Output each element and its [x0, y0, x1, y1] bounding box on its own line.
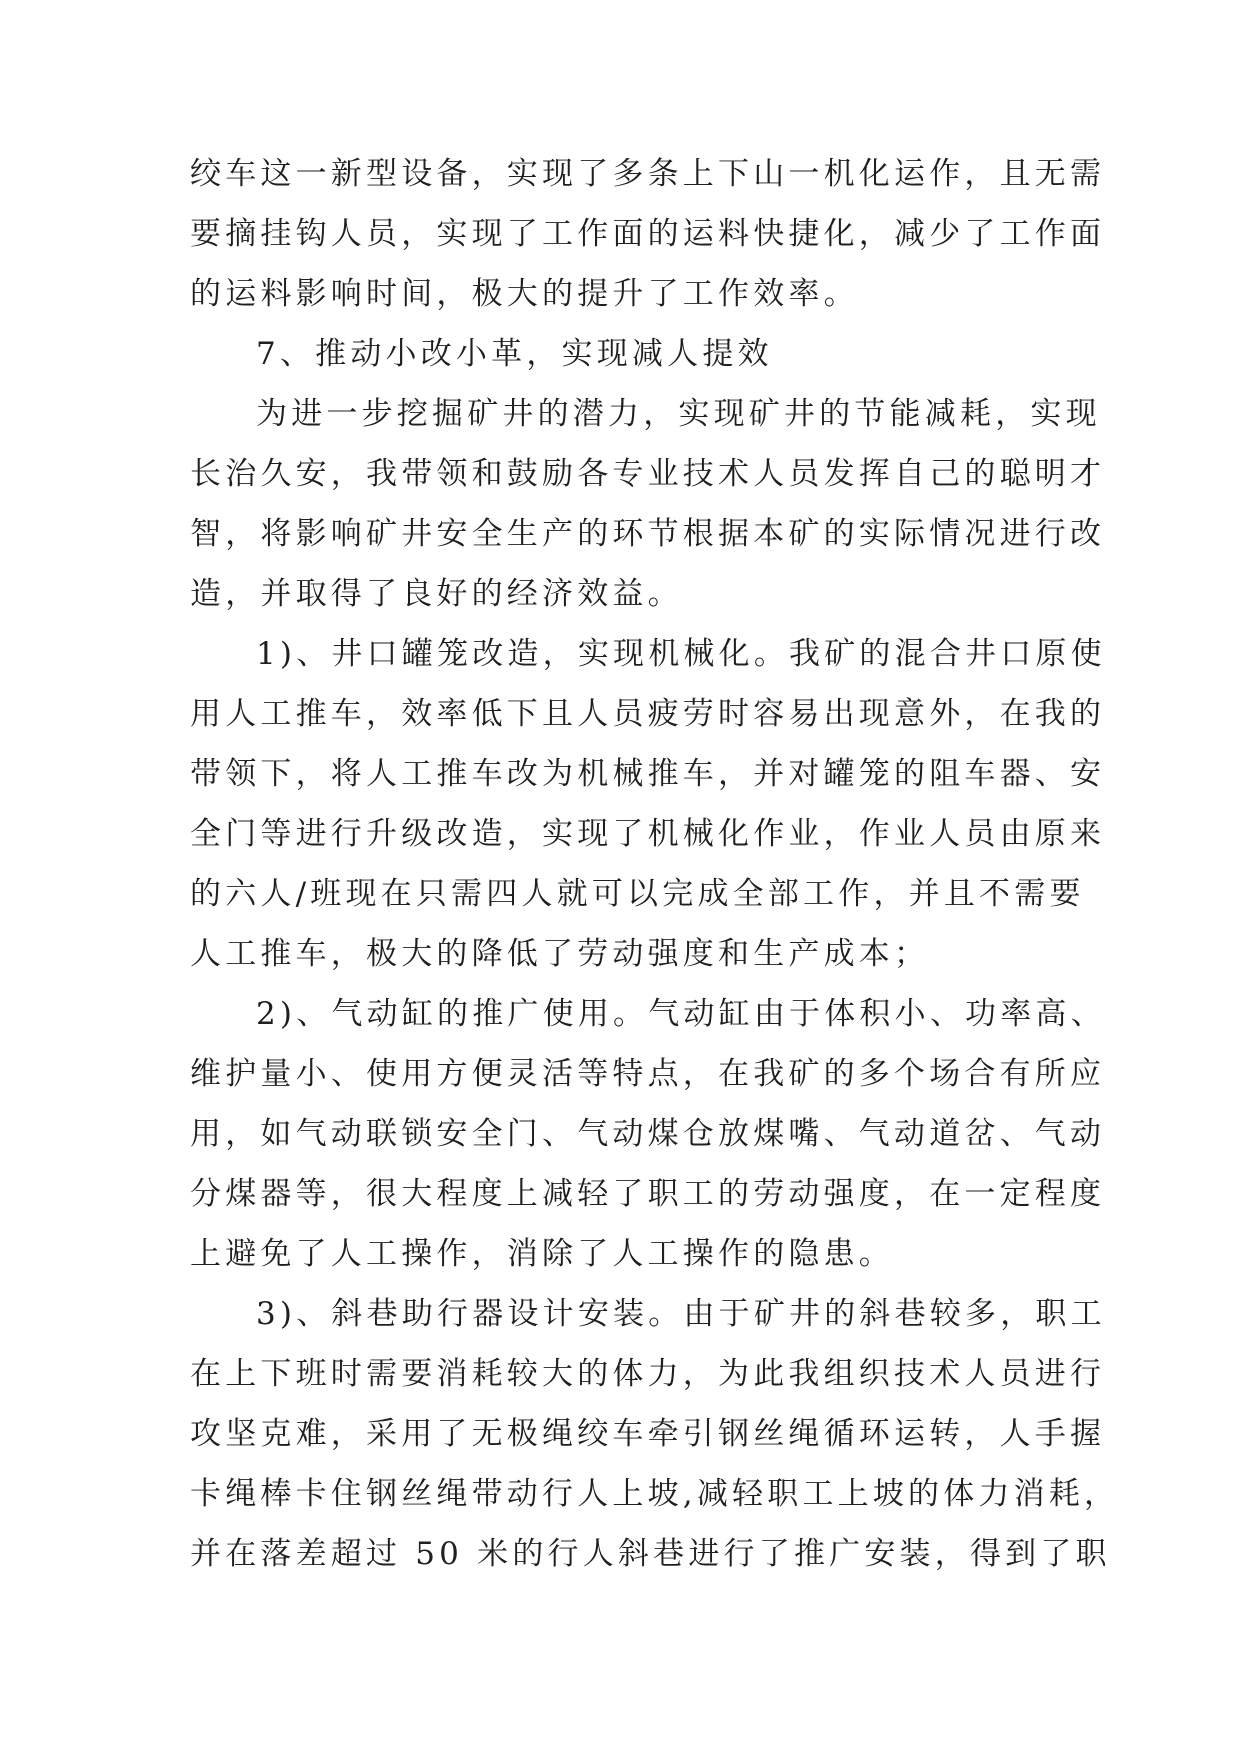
text-line: 用，如气动联锁安全门、气动煤仓放煤嘴、气动道岔、气动	[190, 1116, 1106, 1152]
text-line: 上避免了人工操作，消除了人工操作的隐患。	[190, 1236, 894, 1272]
section-heading: 7、推动小改小革，实现减人提效	[256, 336, 773, 372]
text-line: 人工推车，极大的降低了劳动强度和生产成本；	[190, 936, 930, 972]
text-line: 3)、斜巷助行器设计安装。由于矿井的斜巷较多，职工	[256, 1296, 1106, 1332]
text-line: 的运料影响时间，极大的提升了工作效率。	[190, 276, 859, 312]
text-line: 为进一步挖掘矿井的潜力，实现矿井的节能减耗，实现	[256, 396, 1101, 432]
text-line: 分煤器等，很大程度上减轻了职工的劳动强度，在一定程度	[190, 1176, 1106, 1212]
text-line: 长治久安，我带领和鼓励各专业技术人员发挥自己的聪明才	[190, 456, 1106, 492]
text-line: 带领下，将人工推车改为机械推车，并对罐笼的阻车器、安	[190, 756, 1106, 792]
text-line: 用人工推车，效率低下且人员疲劳时容易出现意外，在我的	[190, 696, 1106, 732]
text-line: 1)、井口罐笼改造，实现机械化。我矿的混合井口原使	[256, 636, 1106, 672]
text-line: 的六人/班现在只需四人就可以完成全部工作，并且不需要	[190, 876, 1085, 912]
text-line: 绞车这一新型设备，实现了多条上下山一机化运作，且无需	[190, 156, 1106, 192]
text-line: 卡绳棒卡住钢丝绳带动行人上坡,减轻职工上坡的体力消耗，	[190, 1476, 1120, 1512]
text-line: 在上下班时需要消耗较大的体力，为此我组织技术人员进行	[190, 1356, 1106, 1392]
text-line: 要摘挂钩人员，实现了工作面的运料快捷化，减少了工作面	[190, 216, 1106, 252]
text-line: 造，并取得了良好的经济效益。	[190, 576, 683, 612]
text-line: 智，将影响矿井安全生产的环节根据本矿的实际情况进行改	[190, 516, 1106, 552]
text-line: 维护量小、使用方便灵活等特点，在我矿的多个场合有所应	[190, 1056, 1106, 1092]
text-line: 2)、气动缸的推广使用。气动缸由于体积小、功率高、	[256, 996, 1106, 1032]
text-line: 并在落差超过 50 米的行人斜巷进行了推广安装，得到了职	[190, 1536, 1111, 1572]
text-line: 全门等进行升级改造，实现了机械化作业，作业人员由原来	[190, 816, 1106, 852]
text-line: 攻坚克难，采用了无极绳绞车牵引钢丝绳循环运转，人手握	[190, 1416, 1106, 1452]
